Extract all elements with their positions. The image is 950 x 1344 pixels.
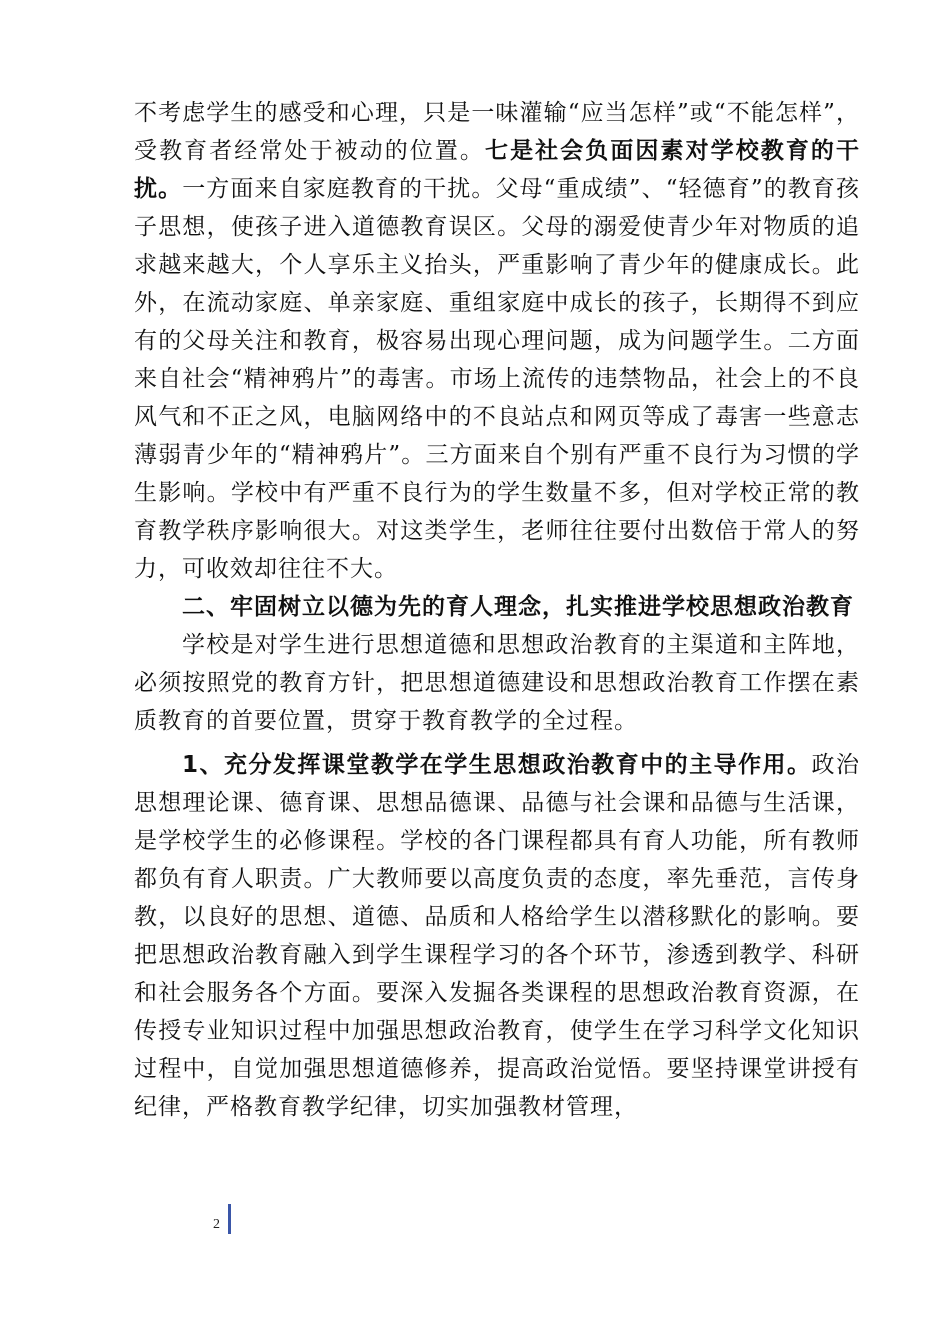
document-body (134, 94, 860, 1126)
page-footer (213, 1200, 231, 1234)
heading-text: 二、牢固树立以德为先的育人理念，扎实推进学校思想政治教育 (182, 594, 854, 620)
footer-accent-bar (228, 1204, 231, 1234)
text-run: 不考虑学生的感受和心理，只是一味灌输“应当怎样”或“不能怎样”，受教育者经常处于被动的位置。 (134, 100, 860, 164)
bold-text-run: 七是社会负面因素对学校教育的干扰。 (134, 138, 861, 202)
text-run: 学校是对学生进行思想道德和思想政治教育的主渠道和主阵地，必须按照党的教育方针，把思想道德建设和思想政治教育工作摆在素质教育的首要位置，贯穿于教育教学的全过程。 (134, 632, 860, 734)
paragraph-continued (134, 94, 860, 588)
page-number: 2 (213, 1217, 220, 1232)
text-run: 一方面来自家庭教育的干扰。父母“重成绩”、“轻德育”的教育孩子思想，使孩子进入道德教育误区。父母的溺爱使青少年对物质的追求越来越大，个人享乐主义抬头，严重影响了青少年的健康成长。此外，在流动家庭、单亲家庭、重组家庭中成长的孩子，长期得不到应有的父母关注和教育，极容易出现心理问题，成为问题学生。二方面来自社会“精神鸦片”的毒害。市场上流传的违禁物品，社会上的不良风气和不正之风，电脑网络中的不良站点和网页等成了毒害一些意志薄弱青少年的“精神鸦片”。三方面来自个别有严重不良行为习惯的学生影响。学校中有严重不良行为的学生数量不多，但对学校正常的教育教学秩序影响很大。对这类学生，老师往往要付出数倍于常人的努力，可收效却往往不大。 (134, 176, 860, 582)
paragraph (134, 746, 860, 1126)
text-run: 政治思想理论课、德育课、思想品德课、品德与社会课和品德与生活课，是学校学生的必修课程。学校的各门课程都具有育人功能，所有教师都负有育人职责。广大教师要以高度负责的态度，率先垂范，言传身教，以良好的思想、道德、品质和人格给学生以潜移默化的影响。要把思想政治教育融入到学生课程学习的各个环节，渗透到教学、科研和社会服务各个方面。要深入发掘各类课程的思想政治教育资源，在传授专业知识过程中加强思想政治教育，使学生在学习科学文化知识过程中，自觉加强思想道德修养，提高政治觉悟。要坚持课堂讲授有纪律，严格教育教学纪律，切实加强教材管理， (134, 752, 860, 1120)
section-heading (134, 588, 860, 626)
bold-text-run: 1、充分发挥课堂教学在学生思想政治教育中的主导作用。 (182, 752, 812, 778)
paragraph (134, 626, 860, 740)
